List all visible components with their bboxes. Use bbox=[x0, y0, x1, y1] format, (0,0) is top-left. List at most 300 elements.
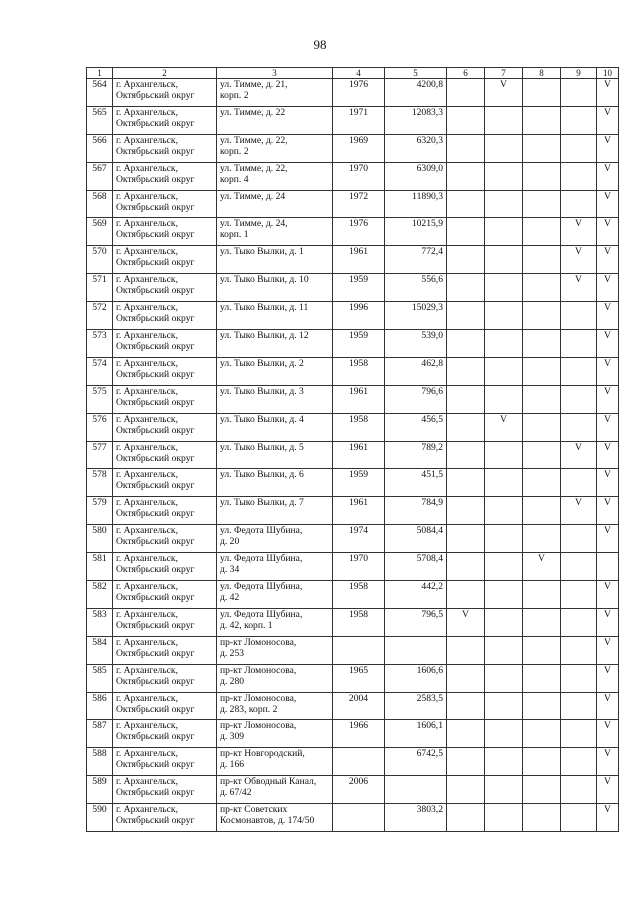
mark-cell-c6 bbox=[447, 385, 485, 413]
mark-cell-c9 bbox=[561, 274, 597, 302]
mark-cell-c8 bbox=[523, 804, 561, 832]
address-cell-line: корп. 1 bbox=[220, 229, 249, 241]
mark-cell-c6 bbox=[447, 302, 485, 330]
build-year-cell bbox=[333, 553, 385, 581]
build-year-cell-line: 1974 bbox=[348, 525, 369, 537]
mark-cell-c7 bbox=[485, 664, 523, 692]
build-year-cell-line: 1961 bbox=[348, 385, 369, 397]
column-header: 8 bbox=[523, 68, 561, 79]
table-row bbox=[87, 246, 619, 274]
mark-cell-c7 bbox=[485, 106, 523, 134]
mark-cell-c10 bbox=[597, 804, 619, 832]
mark-cell-c9-line: V bbox=[575, 274, 582, 286]
city-district-cell-line: Октябрьский округ bbox=[116, 619, 195, 631]
build-year-cell bbox=[333, 776, 385, 804]
address-cell bbox=[217, 106, 333, 134]
mark-cell-c8 bbox=[523, 441, 561, 469]
build-year-cell-line: 2004 bbox=[348, 692, 369, 704]
mark-cell-c9 bbox=[561, 469, 597, 497]
city-district-cell-line: Октябрьский округ bbox=[116, 257, 195, 269]
address-cell-line: ул. Тимме, д. 22, bbox=[220, 162, 288, 174]
mark-cell-c8 bbox=[523, 385, 561, 413]
table-row bbox=[87, 804, 619, 832]
build-year-cell-line: 1959 bbox=[348, 274, 369, 286]
mark-cell-c10-line: V bbox=[604, 162, 611, 174]
city-district-cell-line: г. Архангельск, bbox=[116, 79, 178, 90]
build-year-cell-line: 1972 bbox=[348, 190, 369, 202]
city-district-cell-line: г. Архангельск, bbox=[116, 525, 178, 537]
build-year-cell-line: 1961 bbox=[348, 441, 369, 453]
table-row bbox=[87, 469, 619, 497]
build-year-cell bbox=[333, 413, 385, 441]
address-cell-line: пр-кт Советских bbox=[220, 804, 288, 816]
build-year-cell bbox=[333, 218, 385, 246]
page-number: 98 bbox=[313, 37, 327, 52]
mark-cell-c6-line: V bbox=[462, 608, 469, 620]
column-header: 10 bbox=[597, 68, 619, 79]
city-district-cell bbox=[113, 692, 217, 720]
city-district-cell-line: Октябрьский округ bbox=[116, 787, 195, 799]
mark-cell-c10-line: V bbox=[604, 218, 611, 230]
table-row bbox=[87, 525, 619, 553]
build-year-cell bbox=[333, 497, 385, 525]
address-cell bbox=[217, 441, 333, 469]
mark-cell-c7 bbox=[485, 469, 523, 497]
address-cell-line: ул. Тимме, д. 24 bbox=[220, 190, 286, 202]
mark-cell-c6 bbox=[447, 553, 485, 581]
city-district-cell-line: г. Архангельск, bbox=[116, 413, 178, 425]
area-cell-line: 556,6 bbox=[421, 274, 443, 286]
mark-cell-c7 bbox=[485, 302, 523, 330]
mark-cell-c8 bbox=[523, 330, 561, 358]
mark-cell-c10 bbox=[597, 162, 619, 190]
city-district-cell-line: Октябрьский округ bbox=[116, 145, 195, 157]
address-cell bbox=[217, 720, 333, 748]
area-cell bbox=[385, 776, 447, 804]
table-row bbox=[87, 385, 619, 413]
mark-cell-c10-line: V bbox=[604, 497, 611, 509]
mark-cell-c7 bbox=[485, 274, 523, 302]
build-year-cell bbox=[333, 720, 385, 748]
area-cell bbox=[385, 357, 447, 385]
mark-cell-c6 bbox=[447, 720, 485, 748]
mark-cell-c8 bbox=[523, 664, 561, 692]
build-year-cell-line: 1961 bbox=[348, 497, 369, 509]
mark-cell-c7 bbox=[485, 720, 523, 748]
mark-cell-c6 bbox=[447, 636, 485, 664]
mark-cell-c8 bbox=[523, 274, 561, 302]
mark-cell-c7 bbox=[485, 134, 523, 162]
area-cell-line: 1606,1 bbox=[416, 720, 443, 732]
mark-cell-c6 bbox=[447, 218, 485, 246]
address-cell-line: д. 67/42 bbox=[220, 787, 252, 799]
row-number-cell-line: 583 bbox=[92, 608, 107, 620]
city-district-cell bbox=[113, 274, 217, 302]
city-district-cell-line: г. Архангельск, bbox=[116, 162, 178, 174]
area-cell bbox=[385, 525, 447, 553]
mark-cell-c10-line: V bbox=[604, 581, 611, 593]
address-cell bbox=[217, 330, 333, 358]
build-year-cell-line: 1971 bbox=[348, 106, 369, 118]
mark-cell-c10 bbox=[597, 553, 619, 581]
area-cell-line: 2583,5 bbox=[416, 692, 443, 704]
address-cell-line: пр-кт Ломоносова, bbox=[220, 692, 297, 704]
city-district-cell bbox=[113, 441, 217, 469]
row-number-cell bbox=[87, 748, 113, 776]
mark-cell-c10 bbox=[597, 413, 619, 441]
mark-cell-c10 bbox=[597, 190, 619, 218]
mark-cell-c10 bbox=[597, 385, 619, 413]
mark-cell-c9 bbox=[561, 776, 597, 804]
mark-cell-c8 bbox=[523, 79, 561, 107]
area-cell-line: 5708,4 bbox=[416, 553, 443, 565]
mark-cell-c9 bbox=[561, 748, 597, 776]
column-header: 9 bbox=[561, 68, 597, 79]
column-header: 4 bbox=[333, 68, 385, 79]
area-cell bbox=[385, 134, 447, 162]
build-year-cell-line: 1958 bbox=[348, 608, 369, 620]
build-year-cell-line: 1958 bbox=[348, 413, 369, 425]
address-cell bbox=[217, 553, 333, 581]
table-row bbox=[87, 748, 619, 776]
row-number-cell bbox=[87, 302, 113, 330]
city-district-cell bbox=[113, 664, 217, 692]
address-cell bbox=[217, 246, 333, 274]
table-row bbox=[87, 553, 619, 581]
build-year-cell-line: 1958 bbox=[348, 581, 369, 593]
row-number-cell bbox=[87, 581, 113, 609]
build-year-cell bbox=[333, 302, 385, 330]
row-number-cell-line: 567 bbox=[92, 162, 107, 174]
row-number-cell bbox=[87, 385, 113, 413]
table-row bbox=[87, 581, 619, 609]
table-row bbox=[87, 79, 619, 107]
address-cell bbox=[217, 497, 333, 525]
mark-cell-c8 bbox=[523, 497, 561, 525]
mark-cell-c7 bbox=[485, 497, 523, 525]
mark-cell-c10 bbox=[597, 581, 619, 609]
mark-cell-c10-line: V bbox=[604, 246, 611, 258]
mark-cell-c8 bbox=[523, 608, 561, 636]
mark-cell-c6 bbox=[447, 441, 485, 469]
mark-cell-c7 bbox=[485, 385, 523, 413]
address-cell-line: пр-кт Ломоносова, bbox=[220, 636, 297, 648]
mark-cell-c9 bbox=[561, 664, 597, 692]
area-cell-line: 1606,6 bbox=[416, 664, 443, 676]
area-cell-line: 796,6 bbox=[421, 385, 443, 397]
area-cell-line: 5084,4 bbox=[416, 525, 443, 537]
table-row bbox=[87, 776, 619, 804]
area-cell-line: 462,8 bbox=[421, 357, 443, 369]
mark-cell-c10 bbox=[597, 79, 619, 107]
city-district-cell-line: Октябрьский округ bbox=[116, 313, 195, 325]
row-number-cell bbox=[87, 190, 113, 218]
row-number-cell-line: 590 bbox=[92, 804, 107, 816]
mark-cell-c6 bbox=[447, 748, 485, 776]
mark-cell-c6 bbox=[447, 469, 485, 497]
mark-cell-c10-line: V bbox=[604, 330, 611, 342]
mark-cell-c6 bbox=[447, 106, 485, 134]
area-cell bbox=[385, 413, 447, 441]
row-number-cell-line: 577 bbox=[92, 441, 107, 453]
column-header: 2 bbox=[113, 68, 217, 79]
mark-cell-c8 bbox=[523, 246, 561, 274]
address-cell-line: д. 42, корп. 1 bbox=[220, 619, 273, 631]
mark-cell-c6 bbox=[447, 357, 485, 385]
mark-cell-c7 bbox=[485, 79, 523, 107]
row-number-cell bbox=[87, 776, 113, 804]
row-number-cell bbox=[87, 469, 113, 497]
city-district-cell-line: Октябрьский округ bbox=[116, 508, 195, 520]
housing-registry-table bbox=[86, 67, 619, 832]
area-cell-line: 3803,2 bbox=[416, 804, 443, 816]
row-number-cell bbox=[87, 720, 113, 748]
mark-cell-c8-line: V bbox=[538, 553, 545, 565]
area-cell-line: 12083,3 bbox=[411, 106, 443, 118]
mark-cell-c8 bbox=[523, 525, 561, 553]
mark-cell-c7 bbox=[485, 692, 523, 720]
row-number-cell-line: 569 bbox=[92, 218, 107, 230]
area-cell bbox=[385, 692, 447, 720]
area-cell bbox=[385, 385, 447, 413]
table-row bbox=[87, 692, 619, 720]
city-district-cell-line: Октябрьский округ bbox=[116, 452, 195, 464]
build-year-cell bbox=[333, 190, 385, 218]
address-cell bbox=[217, 469, 333, 497]
mark-cell-c10-line: V bbox=[604, 441, 611, 453]
build-year-cell bbox=[333, 748, 385, 776]
address-cell-line: д. 280 bbox=[220, 675, 245, 687]
city-district-cell-line: г. Архангельск, bbox=[116, 134, 178, 146]
address-cell-line: ул. Федота Шубина, bbox=[220, 581, 303, 593]
address-cell-line: д. 20 bbox=[220, 536, 240, 548]
build-year-cell bbox=[333, 134, 385, 162]
table-row bbox=[87, 330, 619, 358]
row-number-cell-line: 589 bbox=[92, 776, 107, 788]
area-cell-line: 451,5 bbox=[421, 469, 443, 481]
address-cell bbox=[217, 274, 333, 302]
table-row bbox=[87, 608, 619, 636]
address-cell bbox=[217, 302, 333, 330]
mark-cell-c10-line: V bbox=[604, 469, 611, 481]
city-district-cell-line: г. Архангельск, bbox=[116, 385, 178, 397]
row-number-cell bbox=[87, 79, 113, 107]
column-header: 3 bbox=[217, 68, 333, 79]
area-cell-line: 789,2 bbox=[421, 441, 443, 453]
area-cell-line: 10215,9 bbox=[411, 218, 443, 230]
mark-cell-c10-line: V bbox=[604, 720, 611, 732]
mark-cell-c10 bbox=[597, 357, 619, 385]
area-cell-line: 4200,8 bbox=[416, 79, 443, 90]
build-year-cell-line: 1959 bbox=[348, 330, 369, 342]
row-number-cell-line: 575 bbox=[92, 385, 107, 397]
row-number-cell bbox=[87, 664, 113, 692]
mark-cell-c9 bbox=[561, 134, 597, 162]
city-district-cell bbox=[113, 246, 217, 274]
row-number-cell-line: 580 bbox=[92, 525, 107, 537]
address-cell bbox=[217, 190, 333, 218]
city-district-cell-line: Октябрьский округ bbox=[116, 368, 195, 380]
area-cell-line: 11890,3 bbox=[412, 190, 443, 202]
mark-cell-c9 bbox=[561, 218, 597, 246]
mark-cell-c6 bbox=[447, 497, 485, 525]
build-year-cell bbox=[333, 581, 385, 609]
mark-cell-c10-line: V bbox=[604, 190, 611, 202]
city-district-cell-line: г. Архангельск, bbox=[116, 581, 178, 593]
row-number-cell bbox=[87, 357, 113, 385]
row-number-cell bbox=[87, 804, 113, 832]
mark-cell-c10-line: V bbox=[604, 525, 611, 537]
area-cell bbox=[385, 469, 447, 497]
mark-cell-c10 bbox=[597, 776, 619, 804]
row-number-cell-line: 568 bbox=[92, 190, 107, 202]
row-number-cell bbox=[87, 441, 113, 469]
address-cell bbox=[217, 218, 333, 246]
build-year-cell bbox=[333, 385, 385, 413]
city-district-cell-line: Октябрьский округ bbox=[116, 731, 195, 743]
mark-cell-c7-line: V bbox=[500, 413, 507, 425]
area-cell bbox=[385, 79, 447, 107]
mark-cell-c10-line: V bbox=[604, 748, 611, 760]
column-number-header-row bbox=[87, 68, 619, 79]
city-district-cell bbox=[113, 636, 217, 664]
city-district-cell-line: Октябрьский округ bbox=[116, 647, 195, 659]
city-district-cell-line: г. Архангельск, bbox=[116, 302, 178, 314]
row-number-cell bbox=[87, 608, 113, 636]
mark-cell-c9 bbox=[561, 162, 597, 190]
mark-cell-c10-line: V bbox=[604, 804, 611, 816]
mark-cell-c8 bbox=[523, 134, 561, 162]
city-district-cell-line: г. Архангельск, bbox=[116, 664, 178, 676]
city-district-cell bbox=[113, 497, 217, 525]
address-cell bbox=[217, 664, 333, 692]
city-district-cell bbox=[113, 162, 217, 190]
mark-cell-c9 bbox=[561, 581, 597, 609]
table-body bbox=[87, 79, 619, 832]
city-district-cell-line: Октябрьский округ bbox=[116, 815, 195, 827]
mark-cell-c8 bbox=[523, 581, 561, 609]
row-number-cell bbox=[87, 106, 113, 134]
mark-cell-c6 bbox=[447, 776, 485, 804]
address-cell-line: ул. Тимме, д. 22 bbox=[220, 106, 286, 118]
area-cell-line: 772,4 bbox=[421, 246, 443, 258]
row-number-cell-line: 564 bbox=[92, 79, 107, 90]
address-cell-line: ул. Федота Шубина, bbox=[220, 525, 303, 537]
mark-cell-c7 bbox=[485, 441, 523, 469]
row-number-cell-line: 579 bbox=[92, 497, 107, 509]
mark-cell-c10-line: V bbox=[604, 413, 611, 425]
build-year-cell-line: 1966 bbox=[348, 720, 369, 732]
address-cell bbox=[217, 804, 333, 832]
mark-cell-c9 bbox=[561, 357, 597, 385]
address-cell bbox=[217, 79, 333, 107]
mark-cell-c8 bbox=[523, 720, 561, 748]
table-row bbox=[87, 218, 619, 246]
row-number-cell-line: 578 bbox=[92, 469, 107, 481]
table-row bbox=[87, 664, 619, 692]
mark-cell-c9 bbox=[561, 441, 597, 469]
city-district-cell bbox=[113, 804, 217, 832]
area-cell bbox=[385, 330, 447, 358]
mark-cell-c9 bbox=[561, 692, 597, 720]
mark-cell-c6 bbox=[447, 330, 485, 358]
address-cell-line: пр-кт Новгородский, bbox=[220, 748, 305, 760]
mark-cell-c9-line: V bbox=[575, 497, 582, 509]
mark-cell-c7 bbox=[485, 553, 523, 581]
mark-cell-c8 bbox=[523, 748, 561, 776]
address-cell-line: ул. Тыко Вылки, д. 2 bbox=[220, 357, 304, 369]
area-cell-line: 539,0 bbox=[421, 330, 443, 342]
mark-cell-c10 bbox=[597, 692, 619, 720]
build-year-cell-line: 1969 bbox=[348, 134, 369, 146]
build-year-cell-line: 1996 bbox=[348, 302, 369, 314]
mark-cell-c7 bbox=[485, 162, 523, 190]
build-year-cell bbox=[333, 274, 385, 302]
area-cell-line: 6309,0 bbox=[416, 162, 443, 174]
mark-cell-c6 bbox=[447, 804, 485, 832]
mark-cell-c9 bbox=[561, 720, 597, 748]
row-number-cell-line: 588 bbox=[92, 748, 107, 760]
row-number-cell-line: 576 bbox=[92, 413, 107, 425]
address-cell-line: д. 253 bbox=[220, 647, 245, 659]
address-cell-line: ул. Тыко Вылки, д. 11 bbox=[220, 302, 309, 314]
address-cell-line: ул. Тыко Вылки, д. 7 bbox=[220, 497, 304, 509]
address-cell bbox=[217, 776, 333, 804]
mark-cell-c7 bbox=[485, 330, 523, 358]
mark-cell-c10 bbox=[597, 469, 619, 497]
area-cell bbox=[385, 274, 447, 302]
mark-cell-c8 bbox=[523, 413, 561, 441]
table-row bbox=[87, 720, 619, 748]
row-number-cell-line: 584 bbox=[92, 636, 107, 648]
build-year-cell-line: 1976 bbox=[348, 79, 369, 90]
mark-cell-c6 bbox=[447, 162, 485, 190]
mark-cell-c6 bbox=[447, 664, 485, 692]
mark-cell-c9-line: V bbox=[575, 218, 582, 230]
city-district-cell-line: г. Архангельск, bbox=[116, 553, 178, 565]
area-cell-line: 442,2 bbox=[421, 581, 443, 593]
table-row bbox=[87, 162, 619, 190]
area-cell-line: 784,9 bbox=[421, 497, 443, 509]
mark-cell-c8 bbox=[523, 162, 561, 190]
row-number-cell-line: 581 bbox=[92, 553, 107, 565]
area-cell bbox=[385, 106, 447, 134]
mark-cell-c7-line: V bbox=[500, 79, 507, 90]
mark-cell-c9 bbox=[561, 804, 597, 832]
city-district-cell bbox=[113, 134, 217, 162]
row-number-cell-line: 571 bbox=[92, 274, 107, 286]
city-district-cell-line: г. Архангельск, bbox=[116, 274, 178, 286]
city-district-cell bbox=[113, 748, 217, 776]
table-row bbox=[87, 497, 619, 525]
mark-cell-c8 bbox=[523, 302, 561, 330]
mark-cell-c9 bbox=[561, 79, 597, 107]
address-cell bbox=[217, 608, 333, 636]
mark-cell-c10 bbox=[597, 497, 619, 525]
mark-cell-c6 bbox=[447, 525, 485, 553]
column-header: 1 bbox=[87, 68, 113, 79]
city-district-cell bbox=[113, 776, 217, 804]
city-district-cell-line: Октябрьский округ bbox=[116, 396, 195, 408]
city-district-cell-line: г. Архангельск, bbox=[116, 720, 178, 732]
table-row bbox=[87, 441, 619, 469]
row-number-cell-line: 582 bbox=[92, 581, 107, 593]
area-cell-line: 456,5 bbox=[421, 413, 443, 425]
mark-cell-c10 bbox=[597, 748, 619, 776]
mark-cell-c9 bbox=[561, 190, 597, 218]
city-district-cell-line: Октябрьский округ bbox=[116, 173, 195, 185]
area-cell bbox=[385, 748, 447, 776]
